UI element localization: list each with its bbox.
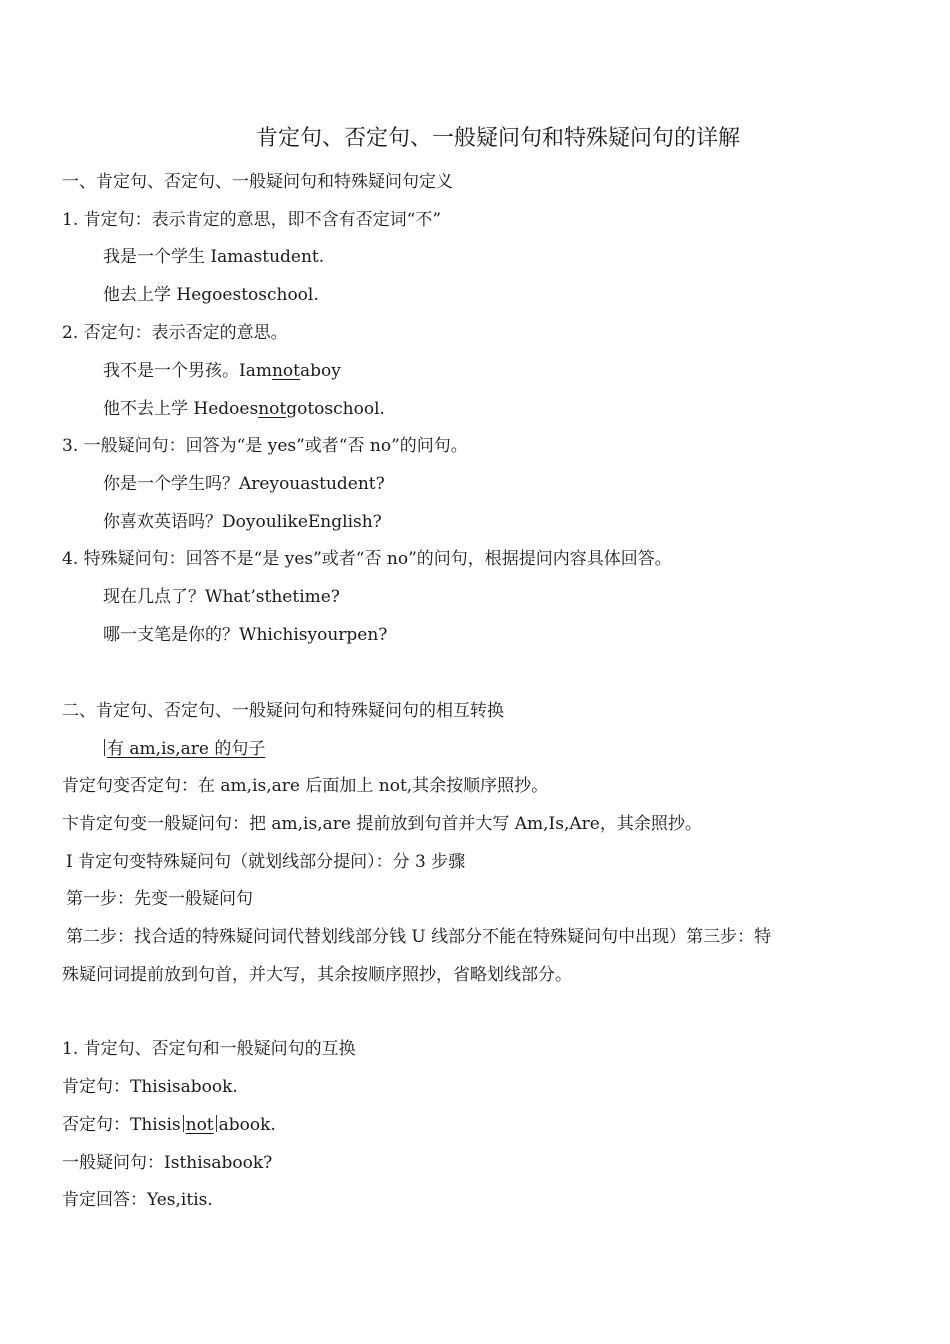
rule-to-negative: 肯定句变否定句：在 am,is,are 后面加上 not,其余按顺序照抄。 xyxy=(62,776,549,796)
general-question-example: 一般疑问句：Isthisabook? xyxy=(62,1153,273,1173)
definition-general-question: 3. 一般疑问句：回答为“是 yes”或者“否 no”的问句。 xyxy=(62,436,468,456)
section2-subheading: 有 am,is,are 的句子 xyxy=(102,738,265,760)
step-one: 第一步：先变一般疑问句 xyxy=(66,889,253,909)
example-general-question-1: 你是一个学生吗？Areyouastudent? xyxy=(103,474,385,494)
affirmative-example: 肯定句：Thisisabook. xyxy=(62,1077,238,1097)
example-general-question-2: 你喜欢英语吗？DoyoulikeEnglish? xyxy=(103,512,382,532)
example-negative-2: 他不去上学 Hedoesnotgotoschool. xyxy=(103,399,385,419)
example-negative-1: 我不是一个男孩。Iamnotaboy xyxy=(103,361,341,381)
negative-example: 否定句：Thisis not abook. xyxy=(62,1115,276,1135)
definition-negative: 2. 否定句：表示否定的意思。 xyxy=(62,323,288,343)
rule-to-special-question: I 肯定句变特殊疑问句（就划线部分提问）：分 3 步骤 xyxy=(66,852,466,872)
definition-special-question: 4. 特殊疑问句：回答不是“是 yes”或者“否 no”的问句，根据提问内容具体回答。 xyxy=(62,549,672,569)
rule-to-general-question: 卞肯定句变一般疑问句：把 am,is,are 提前放到句首并大写 Am,Is,Are，其余照抄。 xyxy=(62,814,702,834)
section1-heading: 一、肯定句、否定句、一般疑问句和特殊疑问句定义 xyxy=(62,172,453,192)
step-two-line-1: 第二步：找合适的特殊疑问词代替划线部分钱 U 线部分不能在特殊疑问句中出现）第三步：特 xyxy=(66,927,772,947)
example-affirmative-1: 我是一个学生 Iamastudent. xyxy=(103,247,325,267)
example-special-question-1: 现在几点了？What’sthetime? xyxy=(103,587,340,607)
page-title: 肯定句、否定句、一般疑问句和特殊疑问句的详解 xyxy=(255,126,740,151)
section2-heading: 二、肯定句、否定句、一般疑问句和特殊疑问句的相互转换 xyxy=(62,701,504,721)
step-two-line-2: 殊疑问词提前放到句首，并大写，其余按顺序照抄，省略划线部分。 xyxy=(62,965,572,985)
affirmative-answer-example: 肯定回答：Yes,itis. xyxy=(62,1190,213,1210)
example-special-question-2: 哪一支笔是你的？Whichisyourpen? xyxy=(103,625,388,645)
section3-heading: 1. 肯定句、否定句和一般疑问句的互换 xyxy=(62,1039,356,1059)
example-affirmative-2: 他去上学 Hegoestoschool. xyxy=(103,285,319,305)
definition-affirmative: 1. 肯定句：表示肯定的意思，即不含有否定词“不” xyxy=(62,210,442,230)
